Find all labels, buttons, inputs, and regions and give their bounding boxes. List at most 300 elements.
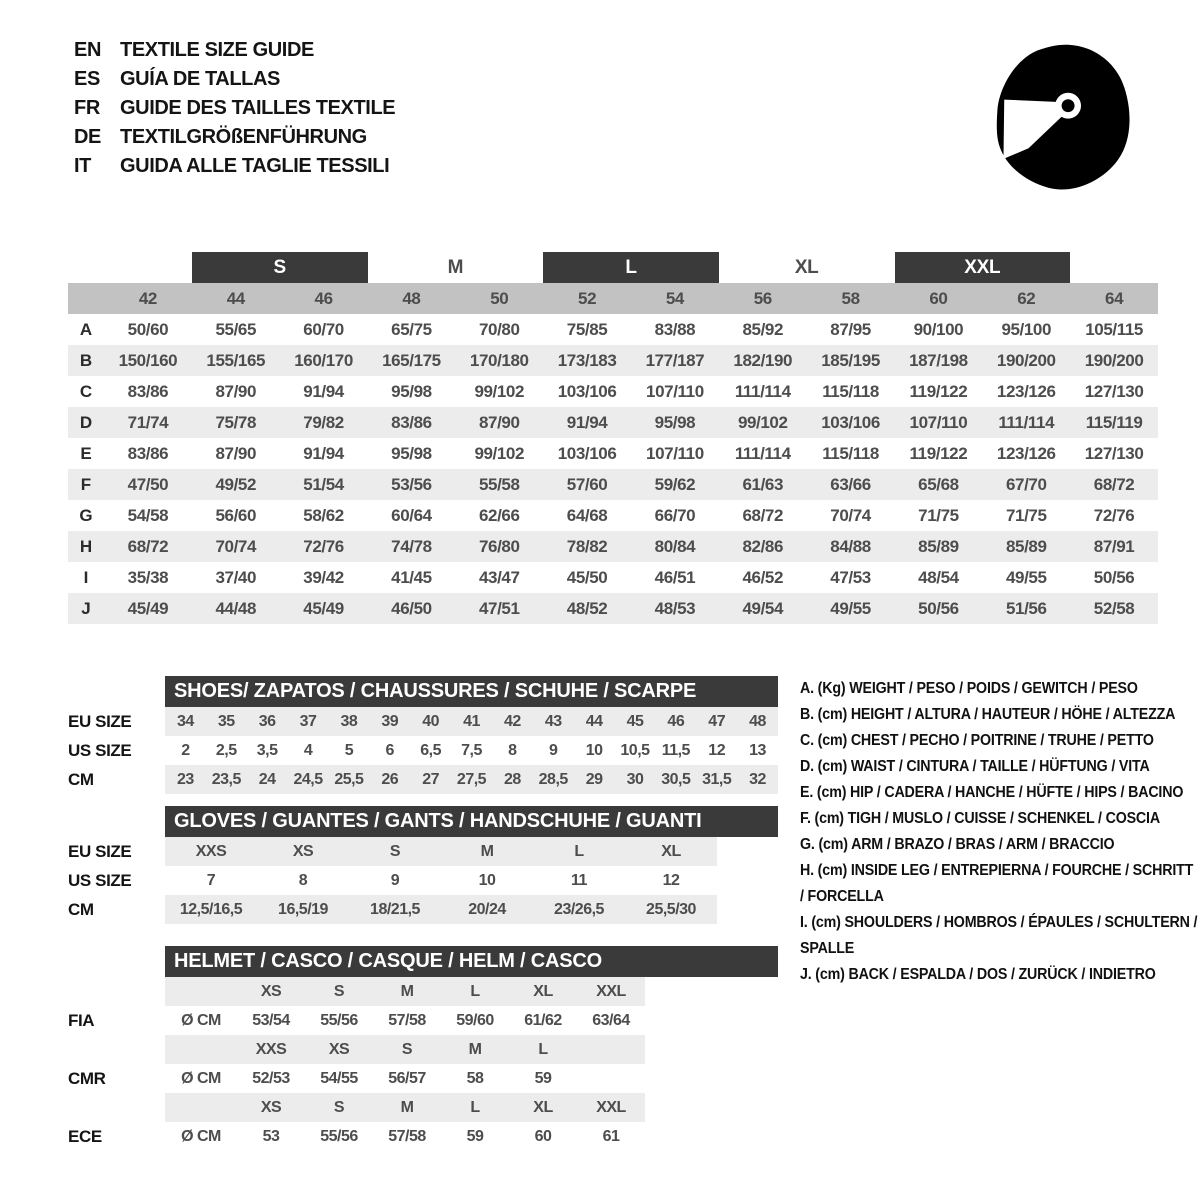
size-value: 35/38 [127, 567, 169, 587]
row-letter: C [79, 381, 93, 401]
column-header: 46 [280, 283, 368, 314]
row-letter: D [79, 412, 93, 432]
size-value: 50/56 [1093, 567, 1135, 587]
table-row [68, 837, 778, 866]
table-row [68, 765, 778, 794]
size-value: 18/21,5 [349, 895, 441, 924]
size-value: 7,5 [461, 741, 482, 759]
unit-spacer [165, 977, 237, 1006]
unit-spacer [165, 1035, 237, 1064]
table-row [68, 736, 778, 765]
legend-item: E. (cm) HIP / CADERA / HANCHE / HÜFTE / HIPS / BACINO [800, 784, 1184, 801]
size-value: 59 [466, 1127, 484, 1145]
size-value: 87/90 [215, 381, 257, 401]
language-title-list [74, 36, 395, 181]
size-value: 4 [303, 741, 313, 759]
size-band-xl: XL [794, 256, 819, 278]
size-value: 26 [369, 765, 410, 794]
language-row [74, 65, 395, 94]
size-value: 51/54 [303, 474, 344, 494]
size-label: XS [237, 1093, 305, 1122]
table-row [68, 376, 1158, 407]
size-value: 60/70 [303, 319, 344, 339]
size-value: 53/56 [391, 474, 432, 494]
legend-item: I. (cm) SHOULDERS / HOMBROS / ÉPAULES / SCHULTERN / SPALLE [800, 914, 1198, 957]
column-header: 48 [368, 283, 456, 314]
size-value: 37 [288, 707, 329, 736]
legend-item: B. (cm) HEIGHT / ALTURA / HAUTEUR / HÖHE / ALTEZZA [800, 706, 1176, 723]
size-value: 28,5 [533, 765, 574, 794]
size-value: 13 [749, 741, 766, 759]
size-value: 107/110 [909, 412, 968, 432]
size-value: 56/60 [215, 505, 257, 525]
size-value: 91/94 [303, 443, 344, 463]
size-label: M [441, 1035, 509, 1064]
size-label: S [373, 1035, 441, 1064]
size-value: 23/26,5 [533, 895, 625, 924]
row-letter: A [79, 319, 93, 339]
size-value: 105/115 [1085, 319, 1143, 339]
helmet-size-table [68, 946, 778, 1151]
size-value: 71/75 [1005, 505, 1047, 525]
column-header: 60 [895, 283, 983, 314]
size-value: 85/92 [742, 319, 784, 339]
size-label: XXL [577, 977, 645, 1006]
size-value: 10,5 [620, 741, 650, 759]
size-value: 5 [344, 741, 354, 759]
size-value: 127/130 [1084, 443, 1144, 463]
unit-label: Ø CM [181, 1127, 221, 1145]
size-value: 95/98 [391, 381, 432, 401]
size-label: M [373, 977, 441, 1006]
size-value: 30,5 [655, 765, 696, 794]
size-value: 111/114 [734, 381, 791, 401]
size-value: 83/86 [391, 412, 432, 432]
size-value: 61/63 [742, 474, 784, 494]
language-title: GUÍA DE TALLAS [120, 68, 280, 90]
size-value: 24 [247, 765, 288, 794]
size-value: 49/55 [830, 598, 871, 618]
size-value: 177/187 [645, 350, 705, 370]
size-value: 27 [410, 765, 451, 794]
size-value: 190/200 [996, 350, 1056, 370]
size-value: 123/126 [996, 381, 1056, 401]
size-value: 46/50 [391, 598, 432, 618]
size-value: XXS [165, 837, 257, 866]
size-value: 34 [165, 707, 206, 736]
size-value: 70/74 [215, 536, 257, 556]
size-value: 25,5 [328, 765, 369, 794]
size-value: 11 [571, 871, 587, 889]
language-code: ES [74, 68, 100, 90]
legend-item: F. (cm) TIGH / MUSLO / CUISSE / SCHENKEL / COSCIA [800, 810, 1160, 827]
table-row [68, 407, 1158, 438]
language-row [74, 94, 395, 123]
size-value: 25,5/30 [625, 895, 717, 924]
size-value: 61/62 [524, 1011, 562, 1029]
size-value: 44/48 [215, 598, 257, 618]
size-label: XS [305, 1035, 373, 1064]
size-value: 9 [390, 871, 400, 889]
size-value: 84/88 [830, 536, 871, 556]
size-value: 6,5 [420, 741, 441, 759]
standard-label: ECE [68, 1126, 102, 1146]
row-label: US SIZE [68, 870, 132, 890]
table-row [68, 345, 1158, 376]
row-letter: H [79, 536, 93, 556]
racing-helmet-icon [986, 30, 1138, 213]
size-value: 79/82 [303, 412, 344, 432]
size-value: 49/55 [1005, 567, 1047, 587]
size-value: 103/106 [557, 381, 617, 401]
size-value: 160/170 [294, 350, 353, 370]
size-value: 61 [602, 1127, 620, 1145]
size-value: 32 [737, 765, 778, 794]
row-letter: I [83, 567, 89, 587]
size-value: 50/56 [918, 598, 959, 618]
size-columns-row [68, 283, 1158, 314]
size-value: 8 [298, 871, 308, 889]
size-value: 63/66 [830, 474, 871, 494]
row-letter: B [79, 350, 93, 370]
size-value: 57/58 [388, 1011, 426, 1029]
row-letter: J [81, 598, 91, 618]
size-band-row [68, 252, 1158, 283]
row-label: CM [68, 769, 94, 789]
size-value: 48/52 [566, 598, 608, 618]
row-label: EU SIZE [68, 711, 132, 731]
size-value: 99/102 [474, 381, 525, 401]
table-row [68, 531, 1158, 562]
size-value: 55/58 [478, 474, 520, 494]
section-title: SHOES/ ZAPATOS / CHAUSSURES / SCHUHE / SCARPE [165, 676, 778, 707]
size-label: XL [509, 1093, 577, 1122]
size-value: 47 [696, 707, 737, 736]
size-value: 74/78 [391, 536, 432, 556]
size-value: 45/49 [127, 598, 169, 618]
size-value: 87/90 [215, 443, 257, 463]
size-value: 30 [615, 765, 656, 794]
size-value: 107/110 [646, 443, 704, 463]
language-title: GUIDE DES TAILLES TEXTILE [120, 97, 396, 119]
legend-item: A. (Kg) WEIGHT / PESO / POIDS / GEWITCH / PESO [800, 680, 1138, 697]
size-value: 47/50 [127, 474, 169, 494]
column-header: 58 [807, 283, 895, 314]
size-value: 53 [262, 1127, 280, 1145]
size-value: 23 [165, 765, 206, 794]
size-value: 115/119 [1085, 412, 1143, 432]
size-value: 43/47 [478, 567, 520, 587]
language-code: DE [74, 126, 101, 148]
size-value: 68/72 [127, 536, 169, 556]
size-label: S [305, 977, 373, 1006]
size-value: 10 [478, 871, 496, 889]
row-label: EU SIZE [68, 841, 132, 861]
size-value: 91/94 [303, 381, 344, 401]
table-row [68, 707, 778, 736]
size-value: 49/54 [742, 598, 784, 618]
size-value: 87/95 [830, 319, 871, 339]
size-value: 75/85 [566, 319, 608, 339]
size-value: 45 [615, 707, 656, 736]
table-row [68, 469, 1158, 500]
size-value: 49/52 [215, 474, 257, 494]
section-title: HELMET / CASCO / CASQUE / HELM / CASCO [165, 946, 778, 977]
column-header: 62 [982, 283, 1070, 314]
size-value: XL [625, 837, 717, 866]
size-value: 59 [534, 1069, 552, 1087]
size-value: 59/62 [654, 474, 696, 494]
size-value: 58 [466, 1069, 484, 1087]
size-value: 170/180 [469, 350, 529, 370]
size-value: 53/54 [252, 1011, 290, 1029]
size-value: 60/64 [391, 505, 432, 525]
column-header: 42 [104, 283, 192, 314]
row-letter: F [80, 474, 92, 494]
textile-size-table [68, 252, 1158, 624]
size-value: 87/90 [478, 412, 520, 432]
size-label: L [441, 977, 509, 1006]
size-value: 68/72 [742, 505, 784, 525]
size-value: 72/76 [303, 536, 344, 556]
language-title: TEXTILGRÖßENFÜHRUNG [120, 126, 367, 148]
size-value: 165/175 [382, 350, 441, 370]
size-value: 83/86 [127, 381, 169, 401]
column-header: 64 [1070, 283, 1158, 314]
size-value: 44 [574, 707, 615, 736]
size-band-l: L [543, 252, 719, 283]
size-value: 80/84 [654, 536, 696, 556]
size-value: 111/114 [734, 443, 791, 463]
gloves-size-table [68, 806, 778, 924]
size-value: 68/72 [1093, 474, 1135, 494]
table-row [68, 866, 778, 895]
size-label: XXL [577, 1093, 645, 1122]
size-value: 83/88 [654, 319, 696, 339]
language-row [74, 152, 395, 181]
size-value: 107/110 [646, 381, 704, 401]
size-band-s: S [192, 252, 368, 283]
size-value: 57/58 [388, 1127, 426, 1145]
size-value: 36 [247, 707, 288, 736]
size-value: 46/52 [742, 567, 784, 587]
size-value: 28 [492, 765, 533, 794]
language-title: GUIDA ALLE TAGLIE TESSILI [120, 155, 390, 177]
size-value: 43 [533, 707, 574, 736]
unit-label: Ø CM [181, 1011, 221, 1029]
size-label [577, 1035, 645, 1064]
size-label: M [373, 1093, 441, 1122]
size-value: 11,5 [661, 741, 690, 759]
size-value: 99/102 [474, 443, 525, 463]
size-value: 47/51 [478, 598, 520, 618]
size-value: 173/183 [557, 350, 617, 370]
size-value: 115/118 [822, 443, 879, 463]
size-value: 39 [369, 707, 410, 736]
size-value: 23,5 [206, 765, 247, 794]
size-value: 187/198 [909, 350, 968, 370]
size-value: 63/64 [592, 1011, 630, 1029]
size-value: 60 [534, 1127, 552, 1145]
size-value: 37/40 [215, 567, 257, 587]
size-value: 52/53 [252, 1069, 290, 1087]
column-header: 52 [543, 283, 631, 314]
row-letter: E [80, 443, 92, 463]
size-value: 12 [708, 741, 726, 759]
size-value: 39/42 [303, 567, 344, 587]
size-header-row [68, 1035, 778, 1064]
size-value: 67/70 [1005, 474, 1047, 494]
size-value: 103/106 [557, 443, 617, 463]
size-value: 64/68 [566, 505, 608, 525]
size-label: XXS [237, 1035, 305, 1064]
legend-item: C. (cm) CHEST / PECHO / POITRINE / TRUHE / PETTO [800, 732, 1154, 749]
size-value: 40 [410, 707, 451, 736]
language-code: FR [74, 97, 100, 119]
standard-label: FIA [68, 1010, 95, 1030]
size-value: 65/68 [918, 474, 959, 494]
racing-helmet-svg [986, 30, 1138, 208]
size-value: 71/75 [918, 505, 959, 525]
unit-label: Ø CM [181, 1069, 221, 1087]
language-title: TEXTILE SIZE GUIDE [120, 39, 314, 61]
size-header-row [68, 1093, 778, 1122]
shoes-size-table [68, 676, 778, 794]
size-value: 57/60 [566, 474, 608, 494]
size-value: 111/114 [998, 412, 1055, 432]
size-value: 85/89 [1005, 536, 1047, 556]
size-value: 87/91 [1093, 536, 1135, 556]
size-value: 70/74 [830, 505, 871, 525]
size-value: 38 [328, 707, 369, 736]
size-label: L [441, 1093, 509, 1122]
size-label: XL [509, 977, 577, 1006]
table-row [68, 438, 1158, 469]
table-row [68, 1122, 778, 1151]
size-value: 52/58 [1093, 598, 1135, 618]
size-value: 75/78 [215, 412, 257, 432]
size-value: 12,5/16,5 [165, 895, 257, 924]
size-value: 12 [662, 871, 680, 889]
size-value: 46 [655, 707, 696, 736]
size-value: 9 [549, 741, 558, 759]
size-value: 103/106 [821, 412, 880, 432]
size-value: 90/100 [913, 319, 964, 339]
size-value: 95/100 [1001, 319, 1052, 339]
size-value: 190/200 [1084, 350, 1144, 370]
size-value: 48 [737, 707, 778, 736]
size-value [577, 1064, 645, 1093]
size-value: 3,5 [256, 741, 278, 759]
size-value: 82/86 [742, 536, 784, 556]
size-value: 95/98 [391, 443, 432, 463]
size-label: L [509, 1035, 577, 1064]
size-value: 66/70 [654, 505, 696, 525]
size-value: 71/74 [127, 412, 169, 432]
size-value: L [533, 837, 625, 866]
size-value: 54/58 [127, 505, 169, 525]
size-value: 76/80 [478, 536, 520, 556]
size-value: 7 [206, 871, 216, 889]
size-value: 78/82 [566, 536, 608, 556]
size-value: 10 [585, 741, 603, 759]
size-value: 99/102 [737, 412, 788, 432]
size-value: 85/89 [918, 536, 959, 556]
size-value: 55/56 [320, 1011, 358, 1029]
size-value: 20/24 [441, 895, 533, 924]
legend-item: G. (cm) ARM / BRAZO / BRAS / ARM / BRACCIO [800, 836, 1115, 853]
legend-item: J. (cm) BACK / ESPALDA / DOS / ZURÜCK / INDIETRO [800, 966, 1156, 983]
size-value: 50/60 [127, 319, 169, 339]
size-value: 41/45 [391, 567, 432, 587]
size-value: 123/126 [996, 443, 1056, 463]
table-row [68, 593, 1158, 624]
table-row [68, 500, 1158, 531]
size-value: 58/62 [303, 505, 344, 525]
language-code: EN [74, 39, 101, 61]
standard-label: CMR [68, 1068, 106, 1088]
size-value: 182/190 [733, 350, 793, 370]
size-value: 55/56 [320, 1127, 358, 1145]
row-letter: G [79, 505, 93, 525]
size-value: 27,5 [451, 765, 492, 794]
row-label: US SIZE [68, 740, 132, 760]
size-value: 8 [508, 741, 517, 759]
row-label: CM [68, 899, 94, 919]
column-header: 50 [455, 283, 543, 314]
size-value: 59/60 [456, 1011, 494, 1029]
size-value: 51/56 [1005, 598, 1047, 618]
size-value: 119/122 [909, 381, 968, 401]
size-value: 31,5 [696, 765, 737, 794]
size-value: 65/75 [391, 319, 432, 339]
size-value: 55/65 [215, 319, 257, 339]
table-row [68, 562, 1158, 593]
language-code: IT [74, 155, 91, 177]
size-value: 48/53 [654, 598, 696, 618]
size-value: 62/66 [478, 505, 520, 525]
size-value: 29 [574, 765, 615, 794]
size-value: 155/165 [206, 350, 266, 370]
size-label: S [305, 1093, 373, 1122]
size-value: M [441, 837, 533, 866]
section-title: GLOVES / GUANTES / GANTS / HANDSCHUHE / GUANTI [165, 806, 778, 837]
column-header: 44 [192, 283, 280, 314]
size-band-m: M [447, 256, 464, 278]
size-band-xxl: XXL [895, 252, 1071, 283]
size-value: 150/160 [118, 350, 178, 370]
size-value: 56/57 [388, 1069, 426, 1087]
size-value: 91/94 [566, 412, 608, 432]
size-value: 6 [385, 741, 394, 759]
size-value: 24,5 [288, 765, 329, 794]
unit-spacer [165, 1093, 237, 1122]
language-row [74, 36, 395, 65]
size-value: 45/49 [303, 598, 344, 618]
size-value: 95/98 [654, 412, 696, 432]
size-value: 48/54 [918, 567, 959, 587]
size-value: 115/118 [822, 381, 879, 401]
size-header-row [68, 977, 778, 1006]
size-value: 2 [181, 741, 190, 759]
size-value: 35 [206, 707, 247, 736]
language-row [74, 123, 395, 152]
size-value: 16,5/19 [257, 895, 349, 924]
legend-item: H. (cm) INSIDE LEG / ENTREPIERNA / FOURCHE / SCHRITT / FORCELLA [800, 862, 1194, 905]
size-value: 47/53 [830, 567, 871, 587]
column-header: 54 [631, 283, 719, 314]
size-label: XS [237, 977, 305, 1006]
